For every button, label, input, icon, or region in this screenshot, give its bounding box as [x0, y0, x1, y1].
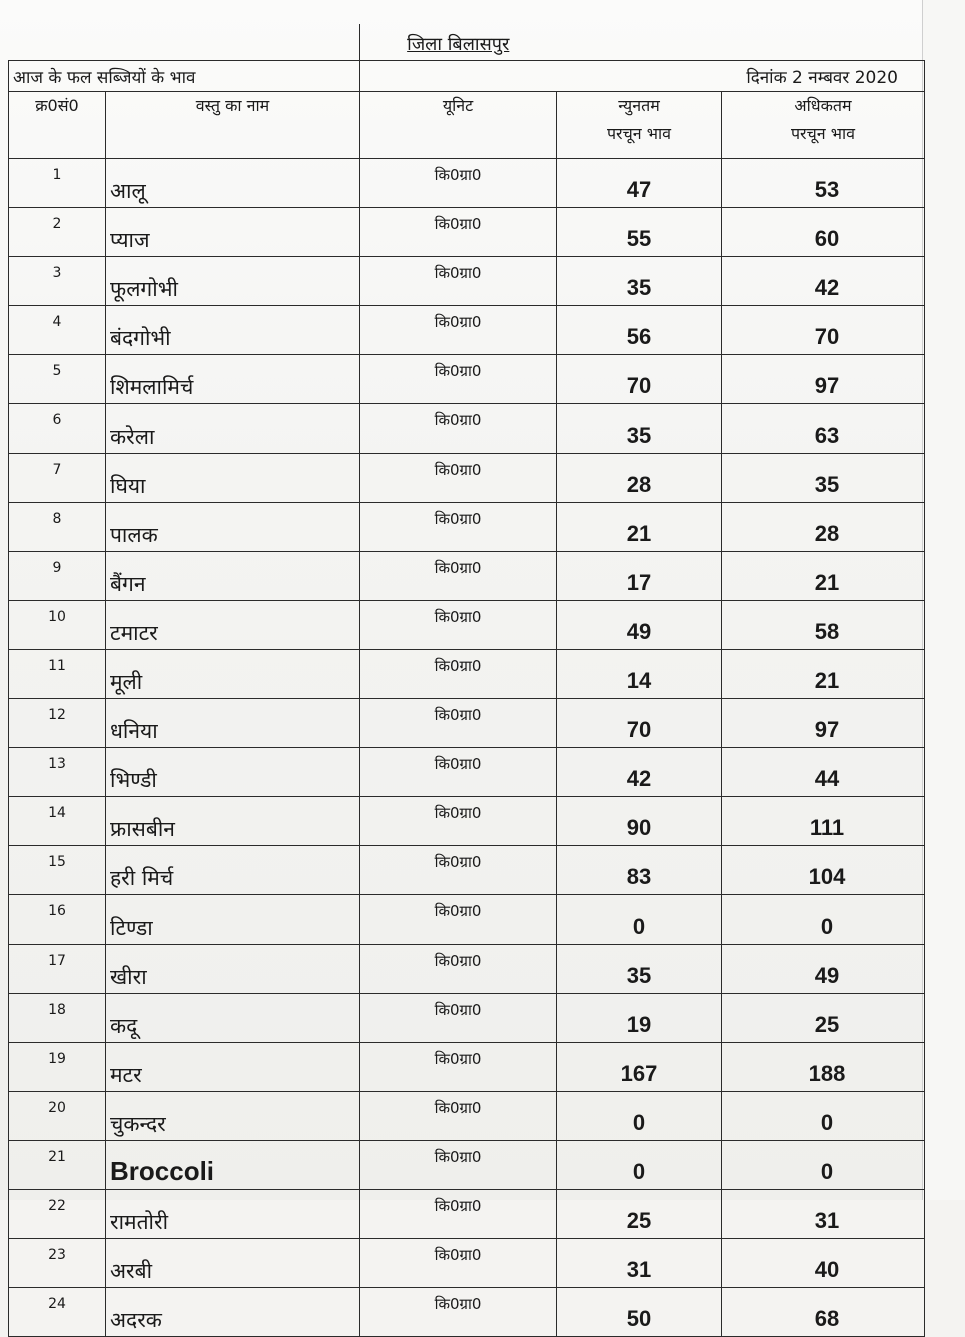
table-row	[9, 453, 925, 502]
row-unit: कि0ग्रा0	[360, 600, 557, 649]
header-max-price	[722, 92, 925, 159]
row-item-name: चुकन्दर	[106, 1091, 360, 1140]
row-max-price: 63	[722, 404, 925, 453]
table-row	[9, 208, 925, 257]
table-row	[9, 600, 925, 649]
row-unit: कि0ग्रा0	[360, 306, 557, 355]
row-max-price: 0	[722, 1091, 925, 1140]
row-item-name: फ्रासबीन	[106, 797, 360, 846]
row-item-name: अदरक	[106, 1288, 360, 1337]
subtitle-left: आज के फल सब्जियों के भाव	[9, 61, 360, 92]
table-row	[9, 699, 925, 748]
row-unit: कि0ग्रा0	[360, 649, 557, 698]
row-serial: 5	[9, 355, 106, 404]
row-max-price: 35	[722, 453, 925, 502]
row-min-price: 55	[557, 208, 722, 257]
header-min-line2: परचून भाव	[606, 124, 672, 143]
row-min-price: 0	[557, 1091, 722, 1140]
row-item-name: बंदगोभी	[106, 306, 360, 355]
row-unit: कि0ग्रा0	[360, 1189, 557, 1238]
row-item-name: धनिया	[106, 699, 360, 748]
row-min-price: 28	[557, 453, 722, 502]
row-max-price: 53	[722, 159, 925, 208]
table-row	[9, 748, 925, 797]
row-min-price: 31	[557, 1239, 722, 1288]
table-row	[9, 649, 925, 698]
price-table	[8, 24, 925, 1337]
row-max-price: 21	[722, 649, 925, 698]
row-unit: कि0ग्रा0	[360, 846, 557, 895]
row-max-price: 40	[722, 1239, 925, 1288]
row-serial: 9	[9, 551, 106, 600]
row-max-price: 188	[722, 1042, 925, 1091]
row-unit: कि0ग्रा0	[360, 159, 557, 208]
row-min-price: 21	[557, 502, 722, 551]
row-item-name: आलू	[106, 159, 360, 208]
row-item-name: मूली	[106, 649, 360, 698]
table-row	[9, 1091, 925, 1140]
row-serial: 23	[9, 1239, 106, 1288]
row-min-price: 90	[557, 797, 722, 846]
row-min-price: 70	[557, 355, 722, 404]
row-serial: 17	[9, 944, 106, 993]
row-max-price: 111	[722, 797, 925, 846]
row-min-price: 0	[557, 1140, 722, 1189]
row-min-price: 14	[557, 649, 722, 698]
row-max-price: 0	[722, 1140, 925, 1189]
row-item-name: अरबी	[106, 1239, 360, 1288]
row-item-name: शिमलामिर्च	[106, 355, 360, 404]
table-row	[9, 1288, 925, 1337]
row-min-price: 0	[557, 895, 722, 944]
row-unit: कि0ग्रा0	[360, 1239, 557, 1288]
header-min-line1: न्युनतम	[618, 96, 660, 115]
header-unit: यूनिट	[360, 92, 557, 159]
table-row	[9, 257, 925, 306]
row-max-price: 97	[722, 699, 925, 748]
row-serial: 13	[9, 748, 106, 797]
row-min-price: 35	[557, 257, 722, 306]
row-unit: कि0ग्रा0	[360, 208, 557, 257]
table-row	[9, 551, 925, 600]
row-max-price: 49	[722, 944, 925, 993]
row-min-price: 167	[557, 1042, 722, 1091]
row-item-name: खीरा	[106, 944, 360, 993]
page-edge	[922, 0, 965, 1200]
row-unit: कि0ग्रा0	[360, 404, 557, 453]
row-item-name: Broccoli	[106, 1140, 360, 1189]
header-max-line2: परचून भाव	[790, 124, 856, 143]
row-max-price: 25	[722, 993, 925, 1042]
row-unit: कि0ग्रा0	[360, 551, 557, 600]
row-unit: कि0ग्रा0	[360, 355, 557, 404]
row-serial: 10	[9, 600, 106, 649]
row-max-price: 97	[722, 355, 925, 404]
header-name: वस्तु का नाम	[106, 92, 360, 159]
row-serial: 4	[9, 306, 106, 355]
table-row	[9, 846, 925, 895]
row-min-price: 25	[557, 1189, 722, 1238]
row-min-price: 50	[557, 1288, 722, 1337]
row-serial: 22	[9, 1189, 106, 1238]
report-date: दिनांक 2 नम्बवर 2020	[360, 61, 925, 92]
row-item-name: बैंगन	[106, 551, 360, 600]
row-min-price: 35	[557, 404, 722, 453]
row-serial: 7	[9, 453, 106, 502]
row-unit: कि0ग्रा0	[360, 797, 557, 846]
row-serial: 6	[9, 404, 106, 453]
row-min-price: 17	[557, 551, 722, 600]
row-serial: 15	[9, 846, 106, 895]
row-serial: 12	[9, 699, 106, 748]
row-max-price: 28	[722, 502, 925, 551]
row-serial: 2	[9, 208, 106, 257]
title-row	[9, 24, 925, 61]
row-max-price: 0	[722, 895, 925, 944]
table-row	[9, 1239, 925, 1288]
row-min-price: 83	[557, 846, 722, 895]
row-serial: 24	[9, 1288, 106, 1337]
row-item-name: फूलगोभी	[106, 257, 360, 306]
row-max-price: 31	[722, 1189, 925, 1238]
row-max-price: 70	[722, 306, 925, 355]
table-row	[9, 502, 925, 551]
row-item-name: करेला	[106, 404, 360, 453]
row-max-price: 42	[722, 257, 925, 306]
row-serial: 3	[9, 257, 106, 306]
table-row	[9, 159, 925, 208]
header-serial: क्र0सं0	[9, 92, 106, 159]
row-serial: 14	[9, 797, 106, 846]
row-max-price: 68	[722, 1288, 925, 1337]
row-min-price: 49	[557, 600, 722, 649]
table-row	[9, 895, 925, 944]
row-item-name: घिया	[106, 453, 360, 502]
table-row	[9, 1189, 925, 1238]
row-min-price: 70	[557, 699, 722, 748]
row-min-price: 19	[557, 993, 722, 1042]
district-title: जिला बिलासपुर	[407, 34, 510, 55]
row-unit: कि0ग्रा0	[360, 699, 557, 748]
row-serial: 16	[9, 895, 106, 944]
table-row	[9, 944, 925, 993]
subtitle-row	[9, 61, 925, 92]
row-item-name: टिण्डा	[106, 895, 360, 944]
row-item-name: पालक	[106, 502, 360, 551]
row-min-price: 56	[557, 306, 722, 355]
table-row	[9, 797, 925, 846]
table-row	[9, 993, 925, 1042]
row-max-price: 58	[722, 600, 925, 649]
row-item-name: टमाटर	[106, 600, 360, 649]
table-row	[9, 306, 925, 355]
row-max-price: 104	[722, 846, 925, 895]
row-unit: कि0ग्रा0	[360, 1140, 557, 1189]
row-serial: 20	[9, 1091, 106, 1140]
row-max-price: 60	[722, 208, 925, 257]
table-row	[9, 355, 925, 404]
table-row	[9, 404, 925, 453]
row-serial: 18	[9, 993, 106, 1042]
row-unit: कि0ग्रा0	[360, 502, 557, 551]
row-unit: कि0ग्रा0	[360, 944, 557, 993]
table-row	[9, 1140, 925, 1189]
row-item-name: मटर	[106, 1042, 360, 1091]
row-unit: कि0ग्रा0	[360, 993, 557, 1042]
row-max-price: 44	[722, 748, 925, 797]
header-row	[9, 92, 925, 159]
row-unit: कि0ग्रा0	[360, 1042, 557, 1091]
row-unit: कि0ग्रा0	[360, 453, 557, 502]
row-min-price: 42	[557, 748, 722, 797]
row-item-name: रामतोरी	[106, 1189, 360, 1238]
table-row	[9, 1042, 925, 1091]
row-min-price: 35	[557, 944, 722, 993]
row-serial: 19	[9, 1042, 106, 1091]
row-unit: कि0ग्रा0	[360, 257, 557, 306]
row-item-name: प्याज	[106, 208, 360, 257]
row-unit: कि0ग्रा0	[360, 1091, 557, 1140]
row-item-name: हरी मिर्च	[106, 846, 360, 895]
row-serial: 1	[9, 159, 106, 208]
header-max-line1: अधिकतम	[794, 96, 852, 115]
row-serial: 11	[9, 649, 106, 698]
row-serial: 21	[9, 1140, 106, 1189]
header-min-price	[557, 92, 722, 159]
row-min-price: 47	[557, 159, 722, 208]
row-item-name: कदू	[106, 993, 360, 1042]
row-max-price: 21	[722, 551, 925, 600]
row-unit: कि0ग्रा0	[360, 748, 557, 797]
row-item-name: भिण्डी	[106, 748, 360, 797]
row-serial: 8	[9, 502, 106, 551]
row-unit: कि0ग्रा0	[360, 1288, 557, 1337]
row-unit: कि0ग्रा0	[360, 895, 557, 944]
